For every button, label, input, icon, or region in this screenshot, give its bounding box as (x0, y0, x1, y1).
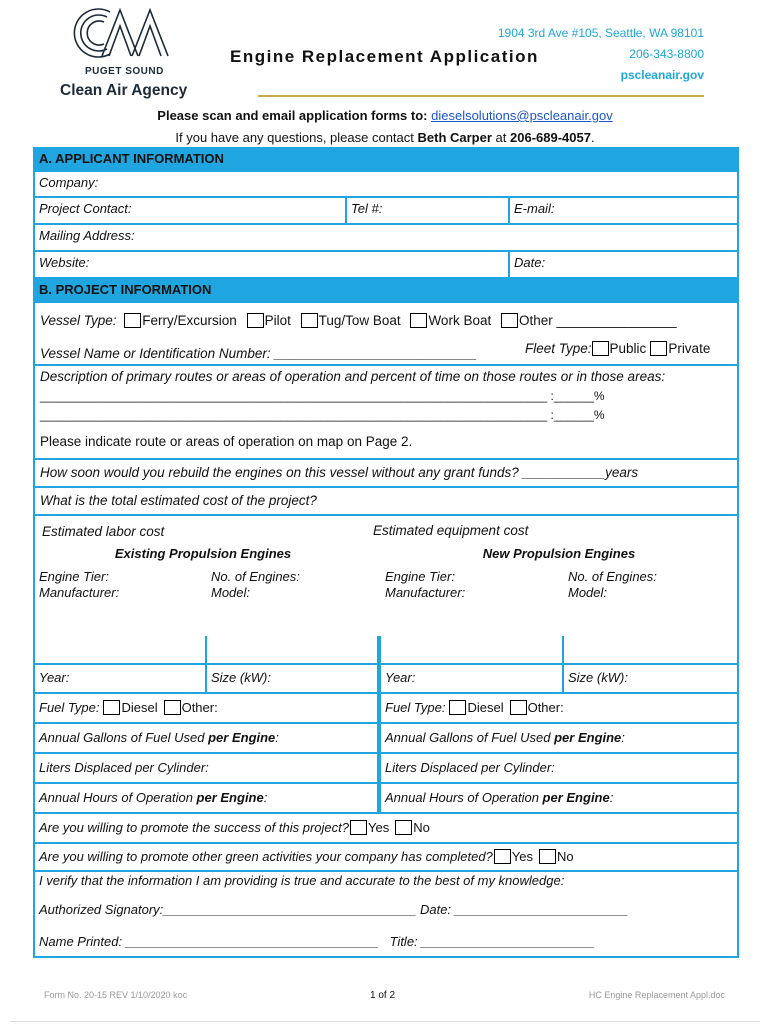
public-label: Public (609, 341, 647, 356)
fuel-type-label: Fuel Type: (39, 700, 100, 715)
file-name: HC Engine Replacement Appl.doc (588, 990, 725, 1000)
new-num-field[interactable] (564, 566, 737, 663)
tel-label: Tel #: (351, 201, 383, 216)
divider (258, 95, 704, 97)
intro-prefix: Please scan and email application forms to: (157, 108, 428, 123)
new-diesel-checkbox[interactable] (449, 700, 466, 715)
divider (35, 458, 737, 460)
labor-cost-field[interactable]: Estimated labor cost (42, 524, 165, 539)
green-yes-checkbox[interactable] (494, 849, 511, 864)
org-line-clean-air-agency: Clean Air Agency (60, 82, 188, 99)
model-label: Model: (211, 585, 251, 600)
existing-gallons-field[interactable] (35, 724, 377, 752)
website-link[interactable]: pscleanair.gov (620, 68, 704, 82)
name-printed-row (39, 934, 733, 950)
new-year-field[interactable] (381, 665, 562, 692)
other-label: Other: (527, 700, 564, 715)
vessel-name-field[interactable]: Vessel Name or Identification Number: ___________________________ (40, 346, 478, 361)
tug-checkbox[interactable] (301, 313, 318, 328)
intro-line-2 (0, 130, 770, 145)
org-line-puget-sound: PUGET SOUND (85, 66, 164, 77)
new-size-field[interactable] (564, 665, 737, 692)
existing-year-field[interactable] (35, 665, 205, 692)
rebuild-question[interactable]: How soon would you rebuild the engines on this vessel without any grant funds? ___________years (40, 465, 639, 480)
verify-statement: I verify that the information I am providing is true and accurate to the best of my knowledge: (39, 873, 565, 888)
contact-phone: 206-689-4057 (510, 130, 591, 145)
routes-description: Description of primary routes or areas of operation and percent of time on those routes or in those areas: (40, 369, 666, 384)
manufacturer-label: Manufacturer: (39, 585, 120, 600)
website-label: Website: (39, 255, 90, 270)
vessel-type-label: Vessel Type: (40, 313, 117, 328)
gallons-label: Annual Gallons of Fuel Used (385, 730, 555, 745)
existing-num-field[interactable] (207, 566, 377, 663)
date-field[interactable] (510, 252, 737, 277)
new-fuel-row (381, 694, 737, 722)
private-checkbox[interactable] (650, 341, 667, 356)
tier-label: Engine Tier: (39, 569, 109, 584)
tug-label: Tug/Tow Boat (318, 313, 401, 328)
route-line-1[interactable]: ____________________________________________________________________________ :______% (40, 389, 605, 403)
section-b-heading: B. PROJECT INFORMATION (39, 282, 212, 297)
signatory-field[interactable]: Authorized Signatory:___________________________________ (39, 902, 417, 917)
model-label: Model: (568, 585, 608, 600)
equipment-cost-field[interactable]: Estimated equipment cost (373, 523, 529, 538)
phone: 206-343-8800 (629, 47, 704, 61)
num-label: No. of Engines: (568, 569, 657, 584)
hours-label: Annual Hours of Operation (39, 790, 197, 805)
existing-tier-field[interactable] (35, 566, 205, 663)
workboat-label: Work Boat (428, 313, 492, 328)
existing-liters-field[interactable] (35, 754, 377, 782)
size-label: Size (kW): (568, 670, 628, 685)
email-link[interactable]: dieselsolutions@pscleanair.gov (431, 108, 613, 123)
green-no-checkbox[interactable] (539, 849, 556, 864)
gallons-label: Annual Gallons of Fuel Used (39, 730, 209, 745)
promote-project-row (35, 814, 737, 842)
num-label: No. of Engines: (211, 569, 300, 584)
fleet-type-label: Fleet Type: (525, 341, 592, 356)
project-contact-label: Project Contact: (39, 201, 132, 216)
tier-label: Engine Tier: (385, 569, 455, 584)
other-checkbox[interactable] (501, 313, 518, 328)
caa-logo (72, 4, 172, 62)
section-a-heading: A. APPLICANT INFORMATION (39, 151, 224, 166)
route-line-2[interactable]: ____________________________________________________________________________ :______% (40, 408, 605, 422)
divider (35, 364, 737, 366)
contact-name: Beth Carper (417, 130, 492, 145)
company-label: Company: (39, 175, 99, 190)
contact-prefix: If you have any questions, please contact (175, 130, 418, 145)
address: 1904 3rd Ave #105, Seattle, WA 98101 (497, 26, 704, 40)
promote-green-row (35, 844, 737, 870)
signatory-row (39, 902, 733, 918)
promote-yes-checkbox[interactable] (350, 820, 367, 835)
company-field[interactable] (35, 172, 737, 196)
per-engine: per Engine (208, 730, 276, 745)
new-other-checkbox[interactable] (510, 700, 527, 715)
date-label: Date: (514, 255, 546, 270)
existing-hours-field[interactable] (35, 784, 377, 812)
other-label: Other: (181, 700, 218, 715)
divider (35, 486, 737, 488)
per-engine: per Engine (542, 790, 610, 805)
other-label: Other ________________ (518, 313, 677, 328)
manufacturer-label: Manufacturer: (385, 585, 466, 600)
page-title: Engine Replacement Application (230, 47, 539, 66)
divider (35, 514, 737, 516)
contact-mid: at (491, 130, 510, 145)
new-liters-field[interactable] (381, 754, 737, 782)
per-engine: per Engine (554, 730, 622, 745)
map-note: Please indicate route or areas of operation on map on Page 2. (40, 434, 413, 449)
per-engine: per Engine (196, 790, 264, 805)
email-label: E-mail: (514, 201, 555, 216)
colon: : (609, 790, 614, 805)
existing-diesel-checkbox[interactable] (103, 700, 120, 715)
colon: : (275, 730, 279, 745)
no-label: No (413, 820, 430, 835)
project-contact-field[interactable] (35, 198, 345, 223)
year-label: Year: (39, 670, 70, 685)
yes-label: Yes (367, 820, 390, 835)
new-tier-field[interactable] (381, 566, 562, 663)
page-bottom-rule (10, 1021, 760, 1022)
vessel-type-row (40, 313, 677, 328)
new-engines-heading: New Propulsion Engines (482, 546, 636, 561)
existing-size-field[interactable] (207, 665, 377, 692)
diesel-label: Diesel (121, 700, 158, 715)
fleet-type-row (525, 341, 710, 356)
tel-field[interactable] (347, 198, 508, 223)
no-label: No (557, 849, 574, 864)
private-label: Private (668, 341, 711, 356)
existing-other-checkbox[interactable] (164, 700, 181, 715)
form-number: Form No. 20-15 REV 1/10/2020 koc (44, 990, 188, 1000)
ferry-checkbox[interactable] (124, 313, 141, 328)
new-gallons-field[interactable] (381, 724, 737, 752)
website-field[interactable] (35, 252, 508, 277)
green-question: Are you willing to promote other green activities your company has completed? (39, 849, 493, 864)
fuel-type-label: Fuel Type: (385, 700, 446, 715)
year-label: Year: (385, 670, 416, 685)
new-hours-field[interactable] (381, 784, 737, 812)
liters-label: Liters Displaced per Cylinder: (385, 760, 555, 775)
existing-fuel-row (35, 694, 377, 722)
page-number: 1 of 2 (370, 990, 396, 1001)
promote-no-checkbox[interactable] (395, 820, 412, 835)
mailing-label: Mailing Address: (39, 228, 135, 243)
contact-end: . (590, 130, 595, 145)
total-cost-question[interactable]: What is the total estimated cost of the project? (40, 493, 317, 508)
verification-block (35, 872, 737, 956)
name-printed-field[interactable]: Name Printed: ___________________________________ (39, 934, 379, 949)
promote-question: Are you willing to promote the success of this project? (39, 820, 349, 835)
colon: : (263, 790, 268, 805)
pilot-label: Pilot (264, 313, 291, 328)
public-checkbox[interactable] (592, 341, 609, 356)
diesel-label: Diesel (467, 700, 504, 715)
liters-label: Liters Displaced per Cylinder: (39, 760, 209, 775)
mailing-address-field[interactable] (35, 225, 737, 250)
title-field[interactable]: Title: ________________________ (389, 934, 595, 949)
sign-date-field[interactable]: Date: ________________________ (419, 902, 629, 917)
size-label: Size (kW): (211, 670, 271, 685)
ferry-label: Ferry/Excursion (142, 313, 237, 328)
existing-engines-heading: Existing Propulsion Engines (114, 546, 292, 561)
workboat-checkbox[interactable] (410, 313, 427, 328)
intro-line-1 (0, 108, 770, 123)
yes-label: Yes (511, 849, 534, 864)
colon: : (621, 730, 625, 745)
pilot-checkbox[interactable] (247, 313, 264, 328)
hours-label: Annual Hours of Operation (385, 790, 543, 805)
email-field[interactable] (510, 198, 737, 223)
